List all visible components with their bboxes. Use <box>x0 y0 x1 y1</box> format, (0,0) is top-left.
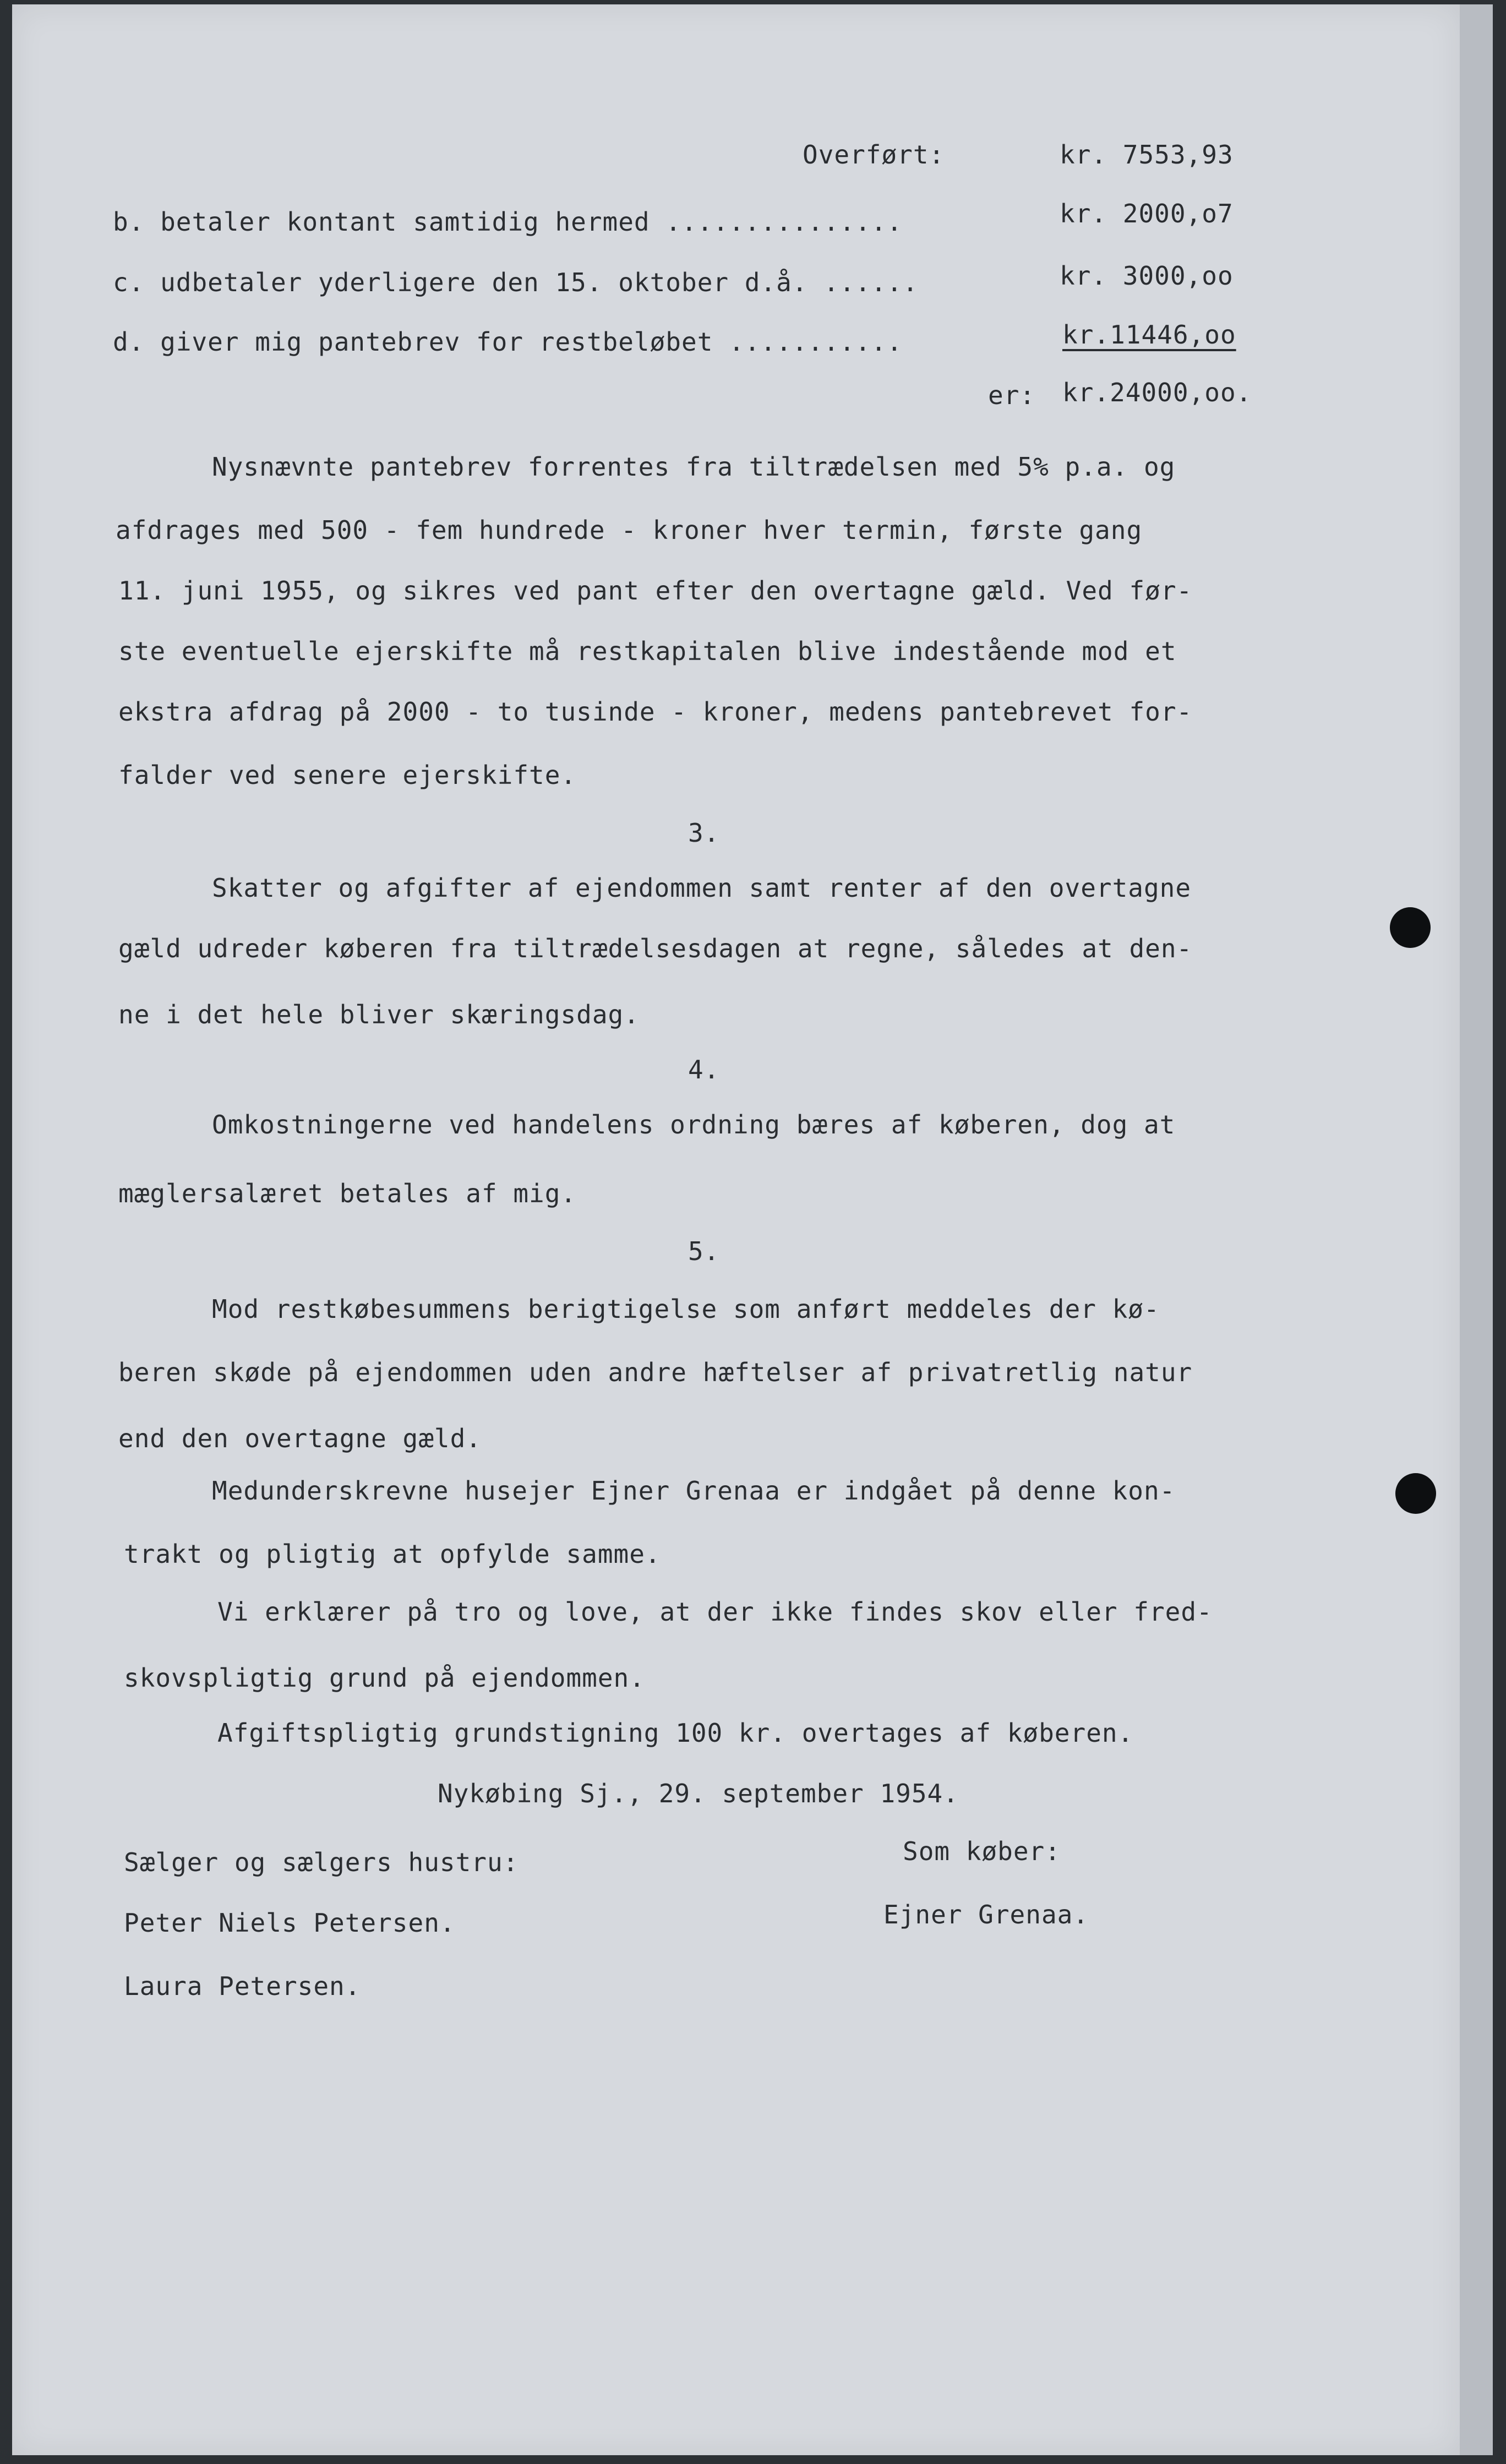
row-d-amount: kr.11446,oo <box>1062 320 1236 350</box>
para7-line: Vi erklærer på tro og love, at der ikke findes skov eller fred- <box>217 1597 1213 1627</box>
row-c-label: c. udbetaler yderligere den 15. oktober d.å. ...... <box>113 268 919 297</box>
row-transferred-label: Overført: <box>803 140 945 170</box>
buyer-heading: Som køber: <box>903 1836 1061 1866</box>
para8-line: Afgiftspligtig grundstigning 100 kr. overtages af køberen. <box>217 1718 1134 1748</box>
seller-name-2: Laura Petersen. <box>124 1971 361 2001</box>
para1-line: ekstra afdrag på 2000 - to tusinde - kroner, medens pantebrevet for- <box>118 697 1193 727</box>
section-number-3: 3. <box>688 818 720 848</box>
page-edge <box>1460 4 1493 2455</box>
bleed-through-print <box>66 2086 1415 2169</box>
punch-hole-upper <box>1390 907 1431 948</box>
para6-line: Medunderskrevne husejer Ejner Grenaa er indgået på denne kon- <box>212 1476 1176 1506</box>
para5-line: beren skøde på ejendommen uden andre hæftelser af privatretlig natur <box>118 1358 1193 1387</box>
para4-line: mæglersalæret betales af mig. <box>118 1179 577 1208</box>
para5-line: end den overtagne gæld. <box>118 1424 482 1453</box>
para1-line: ste eventuelle ejerskifte må restkapitalen blive indestående mod et <box>118 636 1177 666</box>
row-total-label: er: <box>988 380 1036 410</box>
para1-line: afdrages med 500 - fem hundrede - kroner hver termin, første gang <box>116 515 1143 545</box>
row-c-amount: kr. 3000,oo <box>1060 261 1234 291</box>
para3-line: ne i det hele bliver skæringsdag. <box>118 1000 640 1029</box>
buyer-name: Ejner Grenaa. <box>883 1900 1089 1929</box>
para7-line: skovspligtig grund på ejendommen. <box>124 1663 645 1693</box>
para5-line: Mod restkøbesummens berigtigelse som anført meddeles der kø- <box>212 1294 1160 1324</box>
row-total-amount: kr.24000,oo. <box>1062 378 1252 407</box>
seller-heading: Sælger og sælgers hustru: <box>124 1847 519 1877</box>
para3-line: gæld udreder køberen fra tiltrædelsesdagen at regne, således at den- <box>118 934 1193 963</box>
para6-line: trakt og pligtig at opfylde samme. <box>124 1539 661 1569</box>
row-b-label: b. betaler kontant samtidig hermed ............... <box>113 207 903 237</box>
seller-name-1: Peter Niels Petersen. <box>124 1908 456 1938</box>
para1-line: falder ved senere ejerskifte. <box>118 760 577 790</box>
section-number-5: 5. <box>688 1236 720 1266</box>
row-transferred-amount: kr. 7553,93 <box>1060 140 1234 170</box>
para1-line: 11. juni 1955, og sikres ved pant efter den overtagne gæld. Ved før- <box>118 576 1193 606</box>
place-date: Nykøbing Sj., 29. september 1954. <box>438 1779 959 1808</box>
punch-hole-lower <box>1395 1473 1436 1514</box>
row-b-amount: kr. 2000,o7 <box>1060 199 1234 228</box>
section-number-4: 4. <box>688 1055 720 1084</box>
para4-line: Omkostningerne ved handelens ordning bæres af køberen, dog at <box>212 1110 1176 1140</box>
row-d-label: d. giver mig pantebrev for restbeløbet ........... <box>113 327 903 357</box>
para1-line: Nysnævnte pantebrev forrentes fra tiltrædelsen med 5% p.a. og <box>212 452 1176 482</box>
para3-line: Skatter og afgifter af ejendommen samt renter af den overtagne <box>212 873 1192 903</box>
